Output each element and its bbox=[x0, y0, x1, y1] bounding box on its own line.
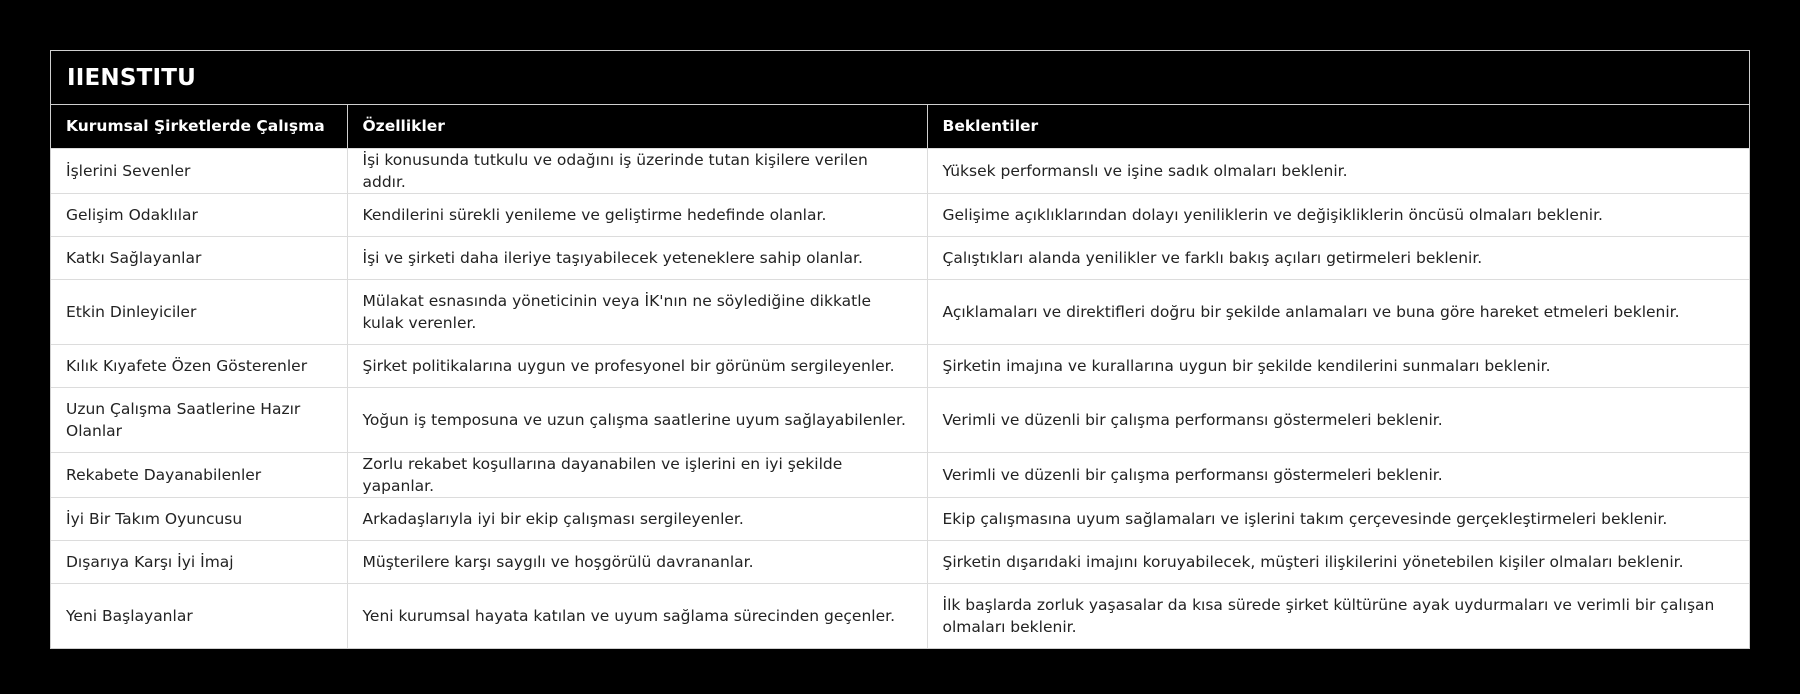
table-row bbox=[51, 452, 1749, 497]
header-row bbox=[51, 105, 1749, 148]
cell-features: Yoğun iş temposuna ve uzun çalışma saatlerine uyum sağlayabilenler. bbox=[347, 387, 927, 452]
table-row bbox=[51, 279, 1749, 344]
cell-category: İşlerini Sevenler bbox=[51, 148, 347, 193]
cell-features: Arkadaşlarıyla iyi bir ekip çalışması sergileyenler. bbox=[347, 497, 927, 540]
cell-expectations: Şirketin dışarıdaki imajını koruyabilecek, müşteri ilişkilerini yönetebilen kişiler olmaları beklenir. bbox=[927, 540, 1749, 583]
cell-features: Kendilerini sürekli yenileme ve geliştirme hedefinde olanlar. bbox=[347, 193, 927, 236]
table-row bbox=[51, 583, 1749, 648]
cell-category: İyi Bir Takım Oyuncusu bbox=[51, 497, 347, 540]
cell-features: Müşterilere karşı saygılı ve hoşgörülü davrananlar. bbox=[347, 540, 927, 583]
cell-category: Rekabete Dayanabilenler bbox=[51, 452, 347, 497]
column-header-features: Özellikler bbox=[347, 105, 927, 148]
comparison-table bbox=[51, 105, 1749, 648]
cell-features: İşi ve şirketi daha ileriye taşıyabilecek yeteneklere sahip olanlar. bbox=[347, 236, 927, 279]
table-row bbox=[51, 148, 1749, 193]
cell-category: Uzun Çalışma Saatlerine Hazır Olanlar bbox=[51, 387, 347, 452]
cell-features: Mülakat esnasında yöneticinin veya İK'nın ne söylediğine dikkatle kulak verenler. bbox=[347, 279, 927, 344]
cell-category: Yeni Başlayanlar bbox=[51, 583, 347, 648]
cell-category: Kılık Kıyafete Özen Gösterenler bbox=[51, 344, 347, 387]
cell-features: Şirket politikalarına uygun ve profesyonel bir görünüm sergileyenler. bbox=[347, 344, 927, 387]
column-header-category: Kurumsal Şirketlerde Çalışma bbox=[51, 105, 347, 148]
cell-expectations: Verimli ve düzenli bir çalışma performansı göstermeleri beklenir. bbox=[927, 452, 1749, 497]
cell-expectations: Şirketin imajına ve kurallarına uygun bir şekilde kendilerini sunmaları beklenir. bbox=[927, 344, 1749, 387]
table-row bbox=[51, 497, 1749, 540]
cell-features: İşi konusunda tutkulu ve odağını iş üzerinde tutan kişilere verilen addır. bbox=[347, 148, 927, 193]
cell-category: Katkı Sağlayanlar bbox=[51, 236, 347, 279]
table-row bbox=[51, 387, 1749, 452]
cell-expectations: Ekip çalışmasına uyum sağlamaları ve işlerini takım çerçevesinde gerçekleştirmeleri beklenir. bbox=[927, 497, 1749, 540]
table-row bbox=[51, 344, 1749, 387]
column-header-expectations: Beklentiler bbox=[927, 105, 1749, 148]
comparison-table-card bbox=[50, 50, 1750, 649]
cell-expectations: Verimli ve düzenli bir çalışma performansı göstermeleri beklenir. bbox=[927, 387, 1749, 452]
cell-expectations: Yüksek performanslı ve işine sadık olmaları beklenir. bbox=[927, 148, 1749, 193]
table-title: IIENSTITU bbox=[51, 51, 1749, 105]
cell-features: Zorlu rekabet koşullarına dayanabilen ve işlerini en iyi şekilde yapanlar. bbox=[347, 452, 927, 497]
cell-category: Dışarıya Karşı İyi İmaj bbox=[51, 540, 347, 583]
cell-features: Yeni kurumsal hayata katılan ve uyum sağlama sürecinden geçenler. bbox=[347, 583, 927, 648]
table-row bbox=[51, 236, 1749, 279]
cell-category: Etkin Dinleyiciler bbox=[51, 279, 347, 344]
cell-expectations: İlk başlarda zorluk yaşasalar da kısa sürede şirket kültürüne ayak uydurmaları ve verimli bir çalışan olmaları beklenir. bbox=[927, 583, 1749, 648]
cell-expectations: Gelişime açıklıklarından dolayı yeniliklerin ve değişikliklerin öncüsü olmaları beklenir. bbox=[927, 193, 1749, 236]
table-row bbox=[51, 540, 1749, 583]
table-row bbox=[51, 193, 1749, 236]
cell-expectations: Çalıştıkları alanda yenilikler ve farklı bakış açıları getirmeleri beklenir. bbox=[927, 236, 1749, 279]
cell-expectations: Açıklamaları ve direktifleri doğru bir şekilde anlamaları ve buna göre hareket etmeleri beklenir. bbox=[927, 279, 1749, 344]
cell-category: Gelişim Odaklılar bbox=[51, 193, 347, 236]
